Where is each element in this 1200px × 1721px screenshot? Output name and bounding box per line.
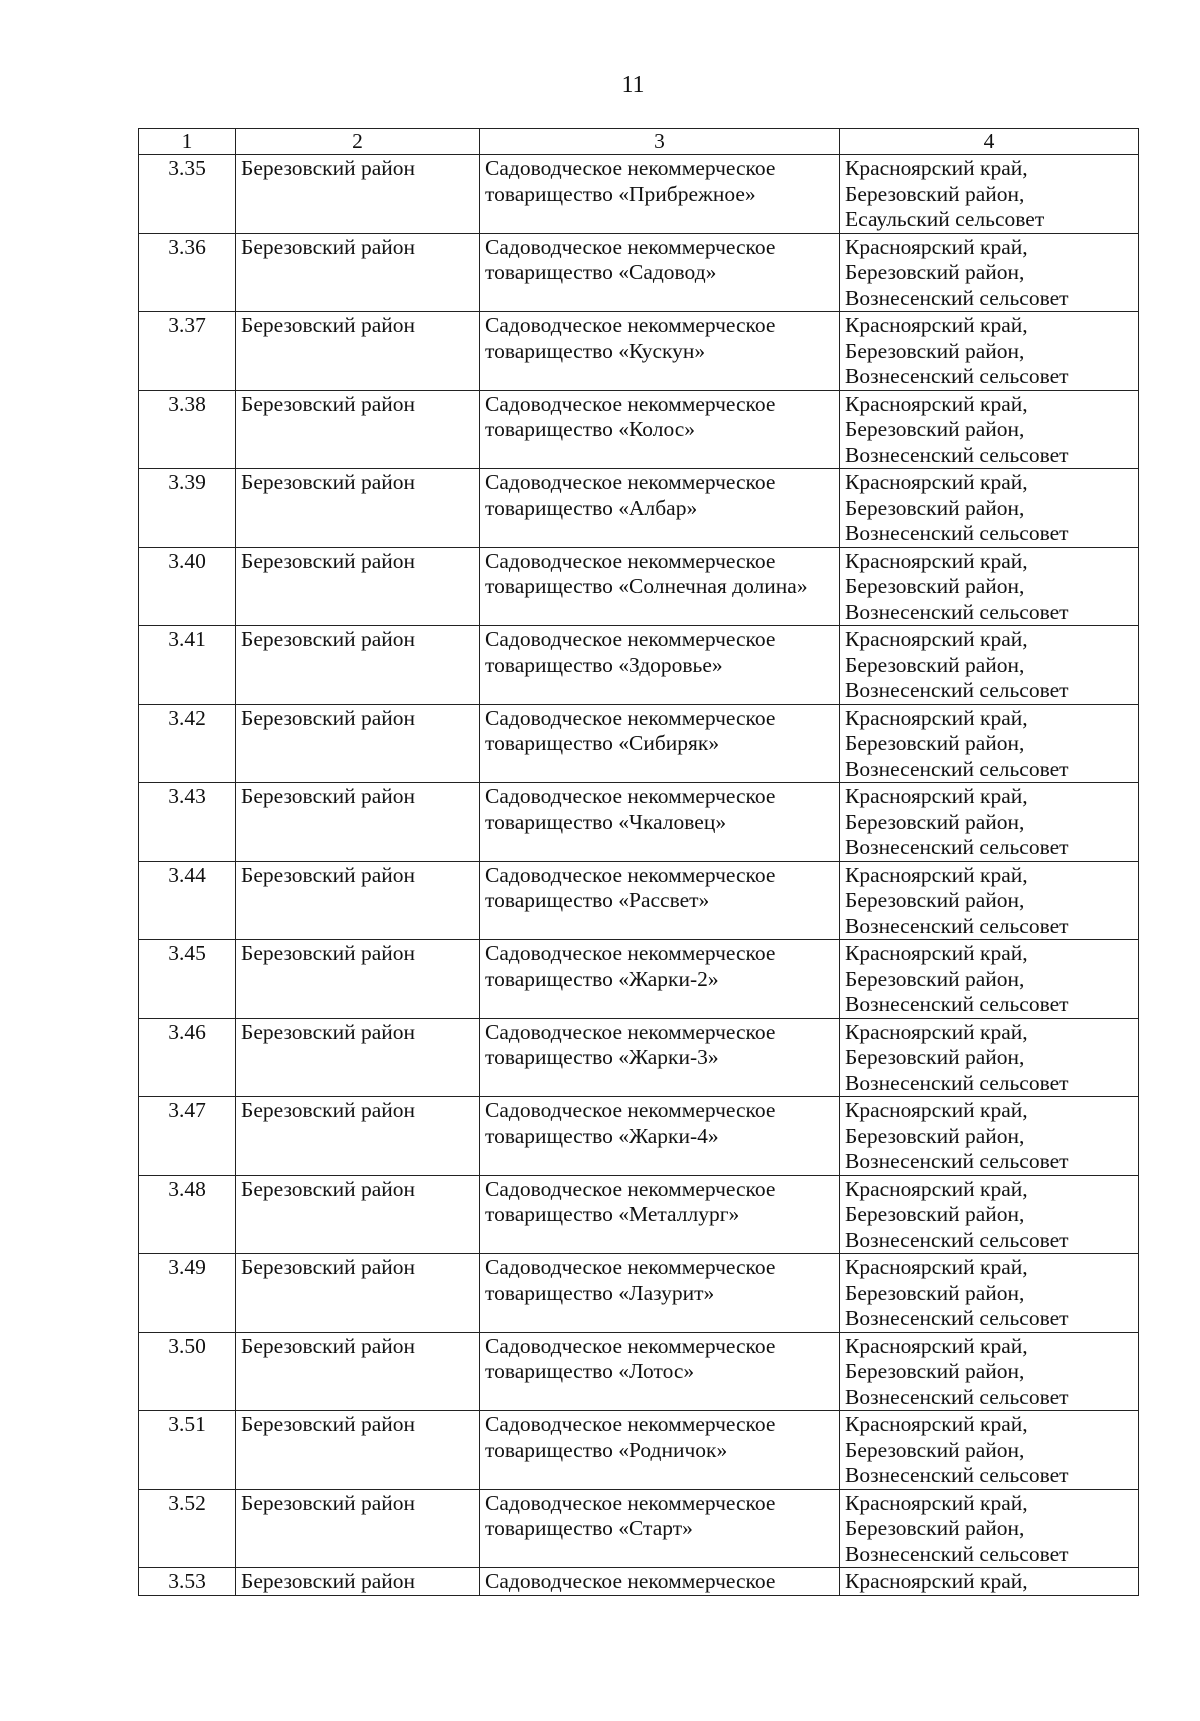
table-row	[139, 861, 1139, 940]
row-number: 3.35	[139, 155, 236, 234]
address-line: Березовский район,	[845, 966, 1025, 991]
column-header-4: 4	[840, 129, 1139, 155]
row-number: 3.39	[139, 469, 236, 548]
table-row	[139, 783, 1139, 862]
table-row	[139, 626, 1139, 705]
address-line: Вознесенский сельсовет	[845, 442, 1069, 467]
table-row	[139, 1568, 1139, 1596]
address-line: Вознесенский сельсовет	[845, 285, 1069, 310]
district-cell: Березовский район	[236, 704, 480, 783]
table-row	[139, 1254, 1139, 1333]
organization-cell	[480, 1175, 840, 1254]
district-cell: Березовский район	[236, 469, 480, 548]
address-line: Красноярский край,	[845, 784, 1028, 808]
address-line: Вознесенский сельсовет	[845, 1384, 1069, 1409]
address-cell	[840, 1568, 1139, 1596]
organization-line: товарищество «Садовод»	[485, 260, 717, 284]
organization-line: товарищество «Здоровье»	[485, 652, 723, 677]
organization-cell	[480, 1332, 840, 1411]
address-line: Березовский район,	[845, 888, 1025, 912]
organization-cell	[480, 783, 840, 862]
address-line: Вознесенский сельсовет	[845, 1306, 1069, 1330]
address-line: Вознесенский сельсовет	[845, 913, 1069, 938]
organization-cell	[480, 940, 840, 1019]
address-line: Вознесенский сельсовет	[845, 756, 1069, 781]
organization-line: товарищество «Жарки-3»	[485, 1045, 719, 1069]
column-header-2: 2	[236, 129, 480, 155]
address-line: Вознесенский сельсовет	[845, 678, 1069, 702]
district-cell: Березовский район	[236, 1489, 480, 1568]
organization-line: Садоводческое некоммерческое	[485, 234, 776, 259]
organization-line: Садоводческое некоммерческое	[485, 1412, 776, 1436]
district-cell: Березовский район	[236, 155, 480, 234]
table-row	[139, 1097, 1139, 1176]
organization-line: товарищество «Солнечная долина»	[485, 574, 808, 598]
row-number: 3.52	[139, 1489, 236, 1568]
table-row	[139, 1332, 1139, 1411]
organization-line: Садоводческое некоммерческое	[485, 1569, 776, 1593]
address-line: Красноярский край,	[845, 705, 1028, 730]
district-cell: Березовский район	[236, 1175, 480, 1254]
organization-line: Садоводческое некоммерческое	[485, 784, 776, 808]
address-cell	[840, 1018, 1139, 1097]
district-cell: Березовский район	[236, 1332, 480, 1411]
address-cell	[840, 1332, 1139, 1411]
address-line: Красноярский край,	[845, 1569, 1028, 1593]
table-row	[139, 233, 1139, 312]
address-cell	[840, 940, 1139, 1019]
row-number: 3.44	[139, 861, 236, 940]
row-number: 3.40	[139, 547, 236, 626]
row-number: 3.36	[139, 233, 236, 312]
address-line: Вознесенский сельсовет	[845, 1070, 1069, 1095]
address-line: Вознесенский сельсовет	[845, 1227, 1069, 1252]
table-row	[139, 469, 1139, 548]
district-cell: Березовский район	[236, 547, 480, 626]
row-number: 3.38	[139, 390, 236, 469]
organization-line: Садоводческое некоммерческое	[485, 1098, 776, 1122]
address-line: Березовский район,	[845, 1437, 1025, 1462]
address-line: Красноярский край,	[845, 1333, 1028, 1358]
address-line: Березовский район,	[845, 574, 1025, 598]
column-header-3: 3	[480, 129, 840, 155]
organization-cell	[480, 861, 840, 940]
organization-cell	[480, 1254, 840, 1333]
district-cell: Березовский район	[236, 1254, 480, 1333]
address-line: Вознесенский сельсовет	[845, 992, 1069, 1016]
address-line: Березовский район,	[845, 495, 1025, 520]
organization-line: Садоводческое некоммерческое	[485, 1176, 776, 1201]
district-cell: Березовский район	[236, 940, 480, 1019]
row-number: 3.42	[139, 704, 236, 783]
table-row	[139, 1489, 1139, 1568]
address-cell	[840, 1411, 1139, 1490]
table-row	[139, 704, 1139, 783]
organization-line: Садоводческое некоммерческое	[485, 1490, 776, 1515]
address-line: Березовский район,	[845, 652, 1025, 677]
organization-line: товарищество «Албар»	[485, 495, 698, 520]
district-cell: Березовский район	[236, 1018, 480, 1097]
organization-line: товарищество «Родничок»	[485, 1437, 728, 1462]
organization-line: товарищество «Колос»	[485, 417, 696, 441]
address-line: Вознесенский сельсовет	[845, 1541, 1069, 1566]
address-cell	[840, 1097, 1139, 1176]
table-row	[139, 390, 1139, 469]
district-cell: Березовский район	[236, 312, 480, 391]
organization-cell	[480, 1489, 840, 1568]
address-line: Березовский район,	[845, 338, 1025, 363]
organization-line: Садоводческое некоммерческое	[485, 705, 776, 730]
address-line: Березовский район,	[845, 1359, 1025, 1383]
organization-line: товарищество «Жарки-4»	[485, 1123, 719, 1148]
organization-line: Садоводческое некоммерческое	[485, 1255, 776, 1279]
district-cell: Березовский район	[236, 1568, 480, 1596]
address-cell	[840, 626, 1139, 705]
district-cell: Березовский район	[236, 861, 480, 940]
address-line: Красноярский край,	[845, 1176, 1028, 1201]
address-cell	[840, 155, 1139, 234]
address-line: Красноярский край,	[845, 1098, 1028, 1122]
address-line: Вознесенский сельсовет	[845, 521, 1069, 545]
address-cell	[840, 233, 1139, 312]
address-line: Красноярский край,	[845, 627, 1028, 651]
organization-line: товарищество «Лазурит»	[485, 1280, 715, 1305]
district-cell: Березовский район	[236, 1411, 480, 1490]
address-cell	[840, 1254, 1139, 1333]
organization-cell	[480, 312, 840, 391]
address-cell	[840, 1175, 1139, 1254]
page-number: 11	[621, 72, 645, 98]
address-line: Березовский район,	[845, 260, 1025, 284]
organization-cell	[480, 1018, 840, 1097]
address-line: Красноярский край,	[845, 1490, 1028, 1515]
registry-table	[138, 128, 1139, 1596]
organization-line: товарищество «Кускун»	[485, 338, 706, 363]
organization-line: товарищество «Сибиряк»	[485, 731, 720, 755]
organization-cell	[480, 547, 840, 626]
organization-cell	[480, 1568, 840, 1596]
address-line: Вознесенский сельсовет	[845, 1149, 1069, 1173]
address-cell	[840, 704, 1139, 783]
organization-line: Садоводческое некоммерческое	[485, 1019, 776, 1044]
row-number: 3.50	[139, 1332, 236, 1411]
row-number: 3.45	[139, 940, 236, 1019]
address-line: Вознесенский сельсовет	[845, 835, 1069, 859]
organization-line: Садоводческое некоммерческое	[485, 627, 776, 651]
address-line: Красноярский край,	[845, 313, 1028, 337]
table-row	[139, 547, 1139, 626]
address-line: Березовский район,	[845, 1202, 1025, 1226]
row-number: 3.43	[139, 783, 236, 862]
address-line: Красноярский край,	[845, 156, 1028, 180]
organization-line: товарищество «Старт»	[485, 1516, 693, 1540]
table-body	[139, 155, 1139, 1596]
row-number: 3.51	[139, 1411, 236, 1490]
address-line: Есаульский сельсовет	[845, 207, 1045, 231]
organization-line: товарищество «Жарки-2»	[485, 966, 719, 991]
address-line: Красноярский край,	[845, 234, 1028, 259]
organization-line: Садоводческое некоммерческое	[485, 156, 776, 180]
address-cell	[840, 469, 1139, 548]
address-line: Красноярский край,	[845, 391, 1028, 416]
row-number: 3.49	[139, 1254, 236, 1333]
column-header-1: 1	[139, 129, 236, 155]
organization-line: товарищество «Лотос»	[485, 1359, 695, 1383]
row-number: 3.41	[139, 626, 236, 705]
organization-cell	[480, 626, 840, 705]
address-cell	[840, 312, 1139, 391]
district-cell: Березовский район	[236, 233, 480, 312]
address-cell	[840, 547, 1139, 626]
row-number: 3.48	[139, 1175, 236, 1254]
address-cell	[840, 1489, 1139, 1568]
address-line: Березовский район,	[845, 1123, 1025, 1148]
organization-line: Садоводческое некоммерческое	[485, 313, 776, 337]
organization-cell	[480, 469, 840, 548]
row-number: 3.53	[139, 1568, 236, 1596]
organization-line: Садоводческое некоммерческое	[485, 391, 776, 416]
organization-line: товарищество «Чкаловец»	[485, 809, 727, 834]
organization-cell	[480, 704, 840, 783]
address-line: Березовский район,	[845, 809, 1025, 834]
address-cell	[840, 783, 1139, 862]
district-cell: Березовский район	[236, 783, 480, 862]
row-number: 3.47	[139, 1097, 236, 1176]
district-cell: Березовский район	[236, 1097, 480, 1176]
organization-cell	[480, 390, 840, 469]
organization-cell	[480, 233, 840, 312]
address-line: Березовский район,	[845, 1045, 1025, 1069]
address-line: Красноярский край,	[845, 1255, 1028, 1279]
organization-line: товарищество «Металлург»	[485, 1202, 740, 1226]
table-header-row	[139, 129, 1139, 155]
address-cell	[840, 390, 1139, 469]
address-line: Красноярский край,	[845, 862, 1028, 887]
address-line: Красноярский край,	[845, 941, 1028, 965]
table-row	[139, 1411, 1139, 1490]
address-line: Березовский район,	[845, 731, 1025, 755]
organization-cell	[480, 1097, 840, 1176]
table-row	[139, 155, 1139, 234]
organization-line: товарищество «Прибрежное»	[485, 181, 756, 206]
district-cell: Березовский район	[236, 390, 480, 469]
organization-line: Садоводческое некоммерческое	[485, 862, 776, 887]
address-line: Вознесенский сельсовет	[845, 599, 1069, 624]
row-number: 3.46	[139, 1018, 236, 1097]
address-line: Березовский район,	[845, 181, 1025, 206]
table-row	[139, 312, 1139, 391]
table-row	[139, 940, 1139, 1019]
organization-line: Садоводческое некоммерческое	[485, 1333, 776, 1358]
table-row	[139, 1175, 1139, 1254]
address-line: Вознесенский сельсовет	[845, 1463, 1069, 1487]
organization-line: Садоводческое некоммерческое	[485, 548, 776, 573]
organization-cell	[480, 1411, 840, 1490]
address-line: Красноярский край,	[845, 1019, 1028, 1044]
address-line: Вознесенский сельсовет	[845, 364, 1069, 388]
address-line: Красноярский край,	[845, 1412, 1028, 1436]
table-row	[139, 1018, 1139, 1097]
organization-line: товарищество «Рассвет»	[485, 888, 710, 912]
row-number: 3.37	[139, 312, 236, 391]
address-cell	[840, 861, 1139, 940]
address-line: Березовский район,	[845, 1280, 1025, 1305]
organization-line: Садоводческое некоммерческое	[485, 470, 776, 494]
address-line: Березовский район,	[845, 1516, 1025, 1540]
district-cell: Березовский район	[236, 626, 480, 705]
address-line: Красноярский край,	[845, 470, 1028, 494]
address-line: Красноярский край,	[845, 548, 1028, 573]
organization-cell	[480, 155, 840, 234]
organization-line: Садоводческое некоммерческое	[485, 941, 776, 965]
address-line: Березовский район,	[845, 417, 1025, 441]
